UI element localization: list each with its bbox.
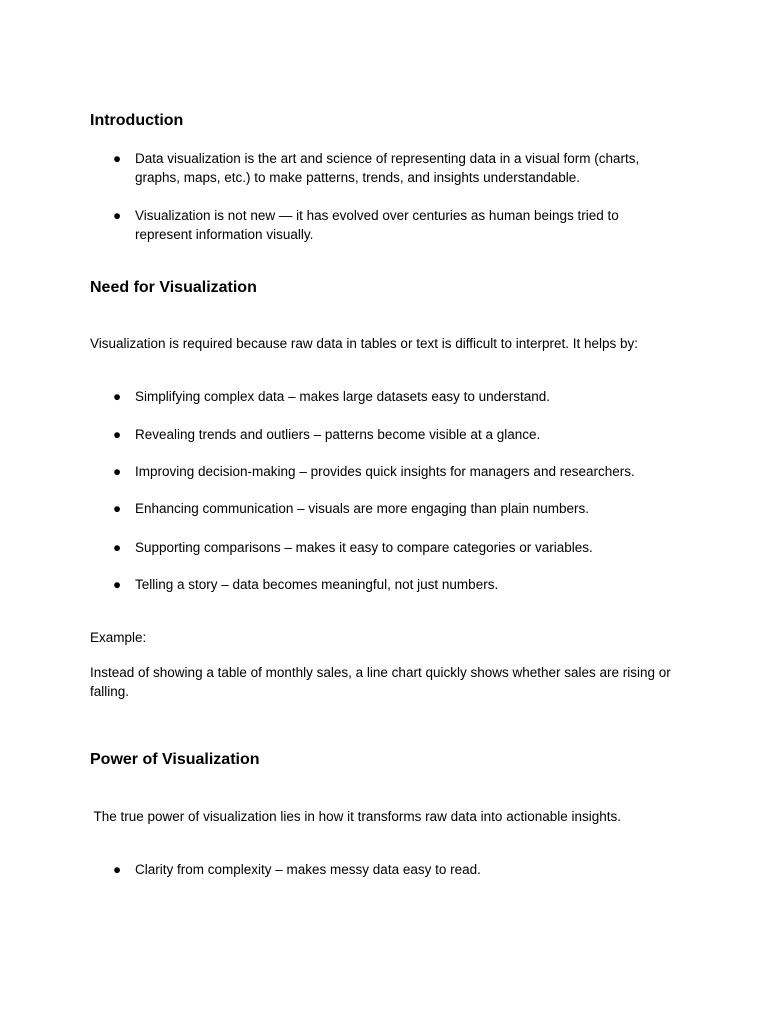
- list-item: [90, 575, 680, 594]
- list-item: [90, 462, 680, 481]
- list-item-text: Clarity from complexity – makes messy data easy to read.: [135, 862, 481, 877]
- bullet-icon: ●: [113, 208, 122, 223]
- list-item-text: Improving decision-making – provides quick insights for managers and researchers.: [135, 464, 635, 479]
- list-item: [90, 860, 680, 879]
- bullet-icon: ●: [113, 151, 122, 166]
- list-item-text: Simplifying complex data – makes large datasets easy to understand.: [135, 389, 550, 404]
- list-item: [90, 149, 680, 187]
- list-item-text: Visualization is not new — it has evolved over centuries as human beings tried to represent information visually.: [135, 208, 619, 242]
- list-item-text: Data visualization is the art and science of representing data in a visual form (charts, graphs, maps, etc.) to make patterns, trends, and insights understandable.: [135, 151, 640, 185]
- list-item: [90, 538, 680, 557]
- power-intro-paragraph: The true power of visualization lies in how it transforms raw data into actionable insights.: [90, 809, 622, 824]
- list-item-text: Enhancing communication – visuals are more engaging than plain numbers.: [135, 501, 590, 516]
- bullet-icon: ●: [113, 540, 122, 555]
- example-label: Example:: [90, 630, 147, 645]
- list-item: [90, 387, 680, 406]
- need-intro-paragraph: Visualization is required because raw data in tables or text is difficult to interpret. It helps by:: [90, 336, 639, 351]
- list-item: [90, 206, 680, 244]
- list-item-text: Revealing trends and outliers – patterns become visible at a glance.: [135, 427, 541, 442]
- bullet-icon: ●: [113, 389, 122, 404]
- bullet-icon: ●: [113, 464, 122, 479]
- list-item: [90, 499, 680, 518]
- bullet-icon: ●: [113, 427, 122, 442]
- list-item-text: Telling a story – data becomes meaningful, not just numbers.: [135, 577, 499, 592]
- heading-introduction: Introduction: [90, 112, 184, 129]
- list-item-text: Supporting comparisons – makes it easy to compare categories or variables.: [135, 540, 593, 555]
- bullet-icon: ●: [113, 577, 122, 592]
- bullet-icon: ●: [113, 501, 122, 516]
- list-item: [90, 425, 680, 444]
- heading-need-for-visualization: Need for Visualization: [90, 279, 257, 296]
- example-paragraph: Instead of showing a table of monthly sales, a line chart quickly shows whether sales are rising or falling.: [90, 665, 671, 699]
- bullet-icon: ●: [113, 862, 122, 877]
- heading-power-of-visualization: Power of Visualization: [90, 751, 260, 768]
